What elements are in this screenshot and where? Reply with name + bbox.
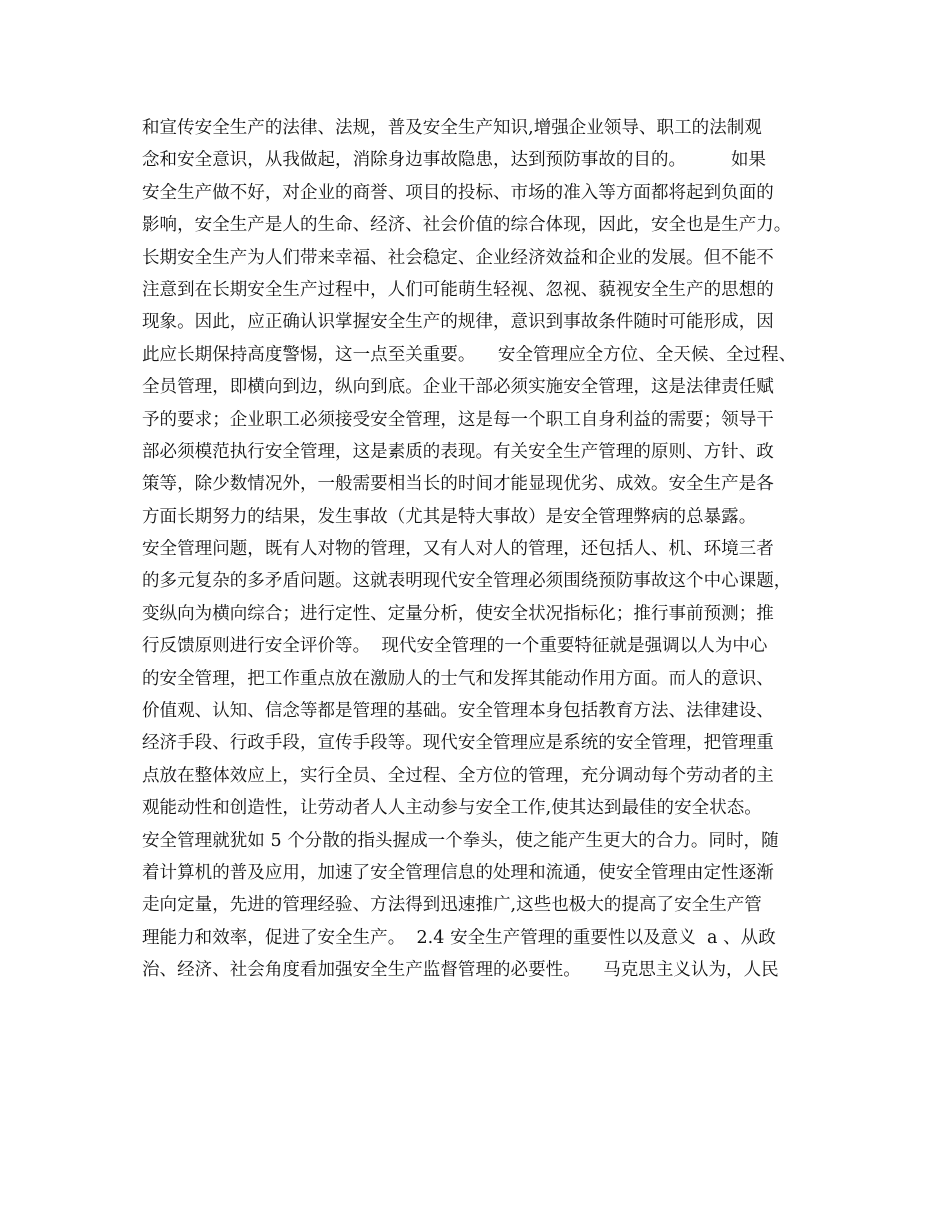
text-line: 变纵向为横向综合；进行定性、定量分析，使安全状况指标化；推行事前预测；推 — [142, 603, 774, 624]
text-line: 价值观、认知、信念等都是管理的基础。安全管理本身包括教育方法、法律建设、 — [142, 701, 774, 722]
text-line: 行反馈原则进行安全评价等。 现代安全管理的一个重要特征就是强调以人为中心 — [142, 636, 768, 657]
text-line: 的多元复杂的多矛盾问题。这就表明现代安全管理必须围绕预防事故这个中心课题， — [142, 571, 792, 592]
text-line: 现象。因此，应正确认识掌握安全生产的规律，意识到事故条件随时可能形成，因 — [142, 312, 774, 333]
text-line: 全员管理，即横向到边，纵向到底。企业干部必须实施安全管理，这是法律责任赋 — [142, 377, 774, 398]
text-line: 和宣传安全生产的法律、法规，普及安全生产知识,增强企业领导、职工的法制观 — [142, 118, 762, 138]
text-line: 策等，除少数情况外，一般需要相当长的时间才能显现优劣、成效。安全生产是各 — [142, 474, 774, 495]
text-line: 经济手段、行政手段，宣传手段等。现代安全管理应是系统的安全管理，把管理重 — [142, 733, 774, 754]
text-line: 安全生产做不好，对企业的商誉、项目的投标、市场的准入等方面都将起到负面的 — [142, 182, 774, 203]
text-line: 影响，安全生产是人的生命、经济、社会价值的综合体现，因此，安全也是生产力。 — [142, 215, 792, 236]
text-line: 着计算机的普及应用，加速了安全管理信息的处理和流通，使安全管理由定性逐渐 — [142, 862, 774, 883]
text-line: 安全管理就犹如 5 个分散的指头握成一个拳头，使之能产生更大的合力。同时，随 — [142, 830, 779, 851]
text-line: 长期安全生产为人们带来幸福、社会稳定、企业经济效益和企业的发展。但不能不 — [142, 247, 774, 268]
text-line: 注意到在长期安全生产过程中，人们可能萌生轻视、忽视、藐视安全生产的思想的 — [142, 279, 774, 300]
text-line: 理能力和效率，促进了安全生产。 2.4 安全生产管理的重要性以及意义 a 、从政 — [142, 927, 776, 948]
text-line: 念和安全意识，从我做起，消除身边事故隐患，达到预防事故的目的。 如果 — [142, 150, 767, 171]
text-line: 治、经济、社会角度看加强安全生产监督管理的必要性。 马克思主义认为，人民 — [142, 960, 779, 981]
text-line: 点放在整体效应上，实行全员、全过程、全方位的管理，充分调动每个劳动者的主 — [142, 765, 774, 786]
text-line: 的安全管理，把工作重点放在激励人的士气和发挥其能动作用方面。而人的意识、 — [142, 668, 774, 689]
text-line: 走向定量，先进的管理经验、方法得到迅速推广,这些也极大的提高了安全生产管 — [142, 895, 762, 916]
body-text — [142, 112, 822, 987]
text-line: 予的要求；企业职工必须接受安全管理，这是每一个职工自身利益的需要；领导干 — [142, 409, 774, 430]
text-line: 安全管理问题，既有人对物的管理，又有人对人的管理，还包括人、机、环境三者 — [142, 539, 774, 560]
text-line: 方面长期努力的结果，发生事故（尤其是特大事故）是安全管理弊病的总暴露。 — [142, 506, 757, 527]
text-line: 观能动性和创造性，让劳动者人人主动参与安全工作,使其达到最佳的安全状态。 — [142, 798, 762, 819]
text-line: 此应长期保持高度警惕，这一点至关重要。 安全管理应全方位、全天候、全过程、 — [142, 344, 797, 365]
text-line: 部必须模范执行安全管理，这是素质的表现。有关安全生产管理的原则、方针、政 — [142, 441, 774, 462]
